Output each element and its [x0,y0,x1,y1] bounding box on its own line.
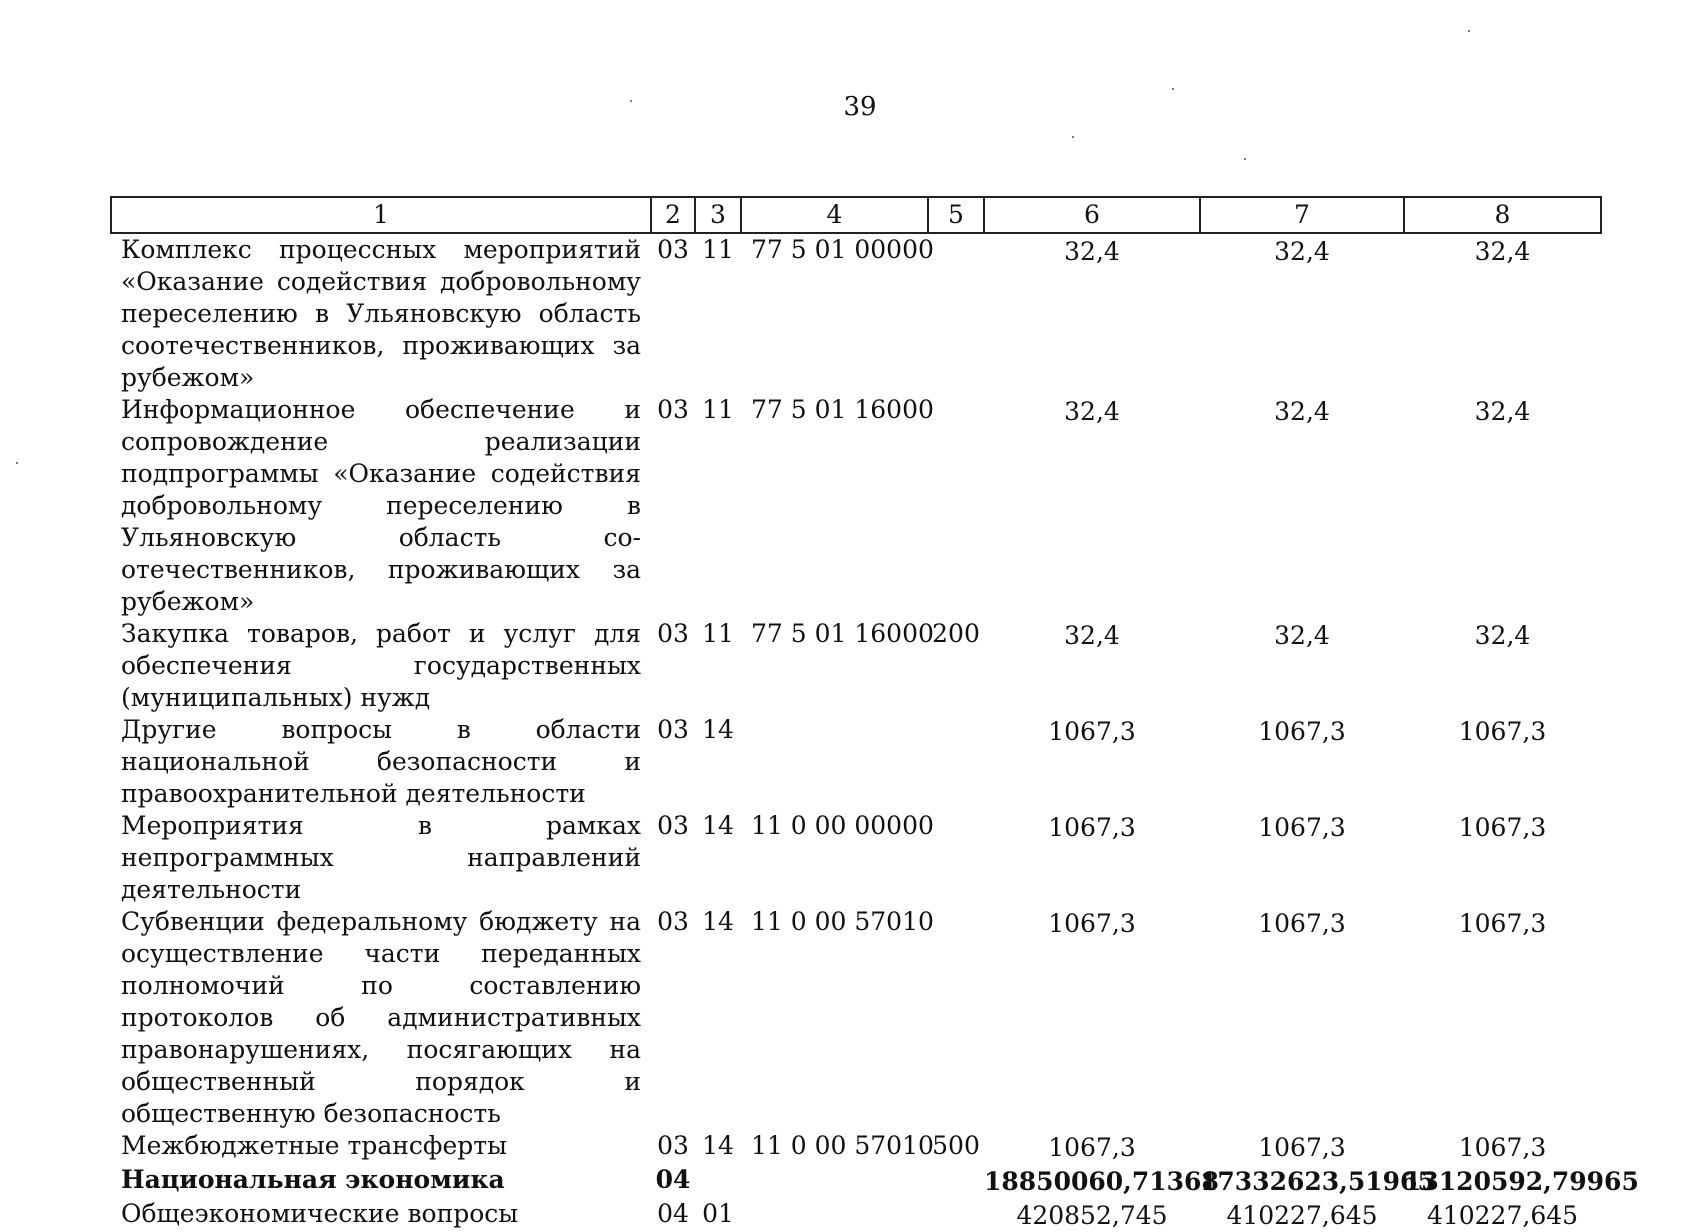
section-code: 03 [657,715,689,744]
column-header: 1 [111,197,651,233]
table-row [111,1198,1601,1232]
section-code: 04 [655,1165,691,1194]
target-article-code: 11 0 00 57010 [751,1131,934,1160]
amount-col-7: 32,4 [1274,621,1330,650]
amount-col-7: 410227,645 [1226,1201,1378,1230]
column-header: 2 [651,197,695,233]
amount-col-7: 1067,3 [1258,1133,1346,1162]
section-code: 03 [657,395,689,424]
expense-type-code: 500 [932,1131,980,1160]
scan-speck [1468,30,1470,32]
section-code: 04 [657,1199,689,1228]
expense-type-code [928,714,984,810]
amount-col-6: 18850060,71368 [984,1167,1219,1196]
expense-type-code: 200 [932,619,980,648]
subsection-code [695,1164,741,1198]
item-name: Закупка товаров, работ и услуг для обеспечения государственных (муниципальных) нужд [121,619,641,712]
item-name: Общеэкономические вопросы [121,1199,519,1228]
expense-type-code [928,1198,984,1232]
amount-col-7: 32,4 [1274,237,1330,266]
item-name: Комплекс процессных мероприятий «Оказание содействия добровольному переселению в Ульяновскую область соотечественников, проживающих за рубежом» [121,235,641,392]
subsection-code: 14 [702,715,734,744]
target-article-code: 11 0 00 00000 [751,811,934,840]
expense-type-code [928,810,984,906]
amount-col-6: 1067,3 [1048,717,1136,746]
amount-col-8: 32,4 [1474,237,1531,266]
scan-speck [16,462,18,464]
amount-col-6: 1067,3 [1048,813,1136,842]
item-name: Мероприятия в рамках непрограммных направлений деятельности [121,811,641,904]
table-row [111,906,1601,1130]
table-row [111,618,1601,714]
page-number: 39 [843,92,877,122]
table-row-section-total [111,1164,1601,1198]
target-article-code: 11 0 00 57010 [751,907,934,936]
target-article-code: 77 5 01 00000 [751,235,934,264]
column-header: 6 [984,197,1200,233]
amount-col-6: 32,4 [1064,621,1120,650]
amount-col-6: 1067,3 [1048,1133,1136,1162]
target-article-code [741,1164,928,1198]
amount-col-6: 420852,745 [1016,1201,1168,1230]
section-code: 03 [657,811,689,840]
amount-col-8: 1067,3 [1458,813,1547,842]
amount-col-7: 1067,3 [1258,909,1346,938]
subsection-code: 14 [702,1131,734,1160]
target-article-code: 77 5 01 16000 [751,619,934,648]
target-article-code: 77 5 01 16000 [751,395,934,424]
amount-col-8: 1067,3 [1458,909,1547,938]
subsection-code: 01 [702,1199,734,1228]
column-header: 4 [741,197,928,233]
expense-type-code [928,394,984,618]
scan-speck [630,100,632,102]
column-header: 7 [1200,197,1404,233]
budget-table [110,196,1639,1232]
amount-col-7: 1067,3 [1258,813,1346,842]
column-header: 5 [928,197,984,233]
subsection-code: 11 [702,619,734,648]
amount-col-8: 1067,3 [1458,717,1547,746]
table-row [111,394,1601,618]
item-name: Межбюджетные трансферты [121,1131,508,1160]
expense-type-code [928,1164,984,1198]
section-code: 03 [657,907,689,936]
amount-col-8: 410227,645 [1426,1201,1579,1230]
amount-col-8: 1067,3 [1458,1133,1547,1162]
subsection-code: 11 [702,395,734,424]
scan-speck [1244,158,1246,160]
amount-col-6: 32,4 [1064,397,1120,426]
target-article-code [741,714,928,810]
scan-speck [1072,136,1074,138]
item-name: Субвенции федеральному бюджету на осуществление части переданных полномочий по составлению протоколов об административных правонарушениях, посягающих на общественный порядок и общественную безопасность [121,907,641,1128]
item-name: Национальная экономика [121,1165,505,1194]
column-header: 8 [1404,197,1601,233]
amount-col-7: 17332623,51965 [1200,1167,1435,1196]
item-name: Другие вопросы в области национальной безопасности и правоохранительной деятельности [121,715,641,808]
table-header-row [111,197,1601,233]
amount-col-8: 13120592,79965 [1404,1167,1639,1196]
target-article-code [741,1198,928,1232]
amount-col-6: 1067,3 [1048,909,1136,938]
scan-speck [1172,88,1174,90]
amount-col-8: 32,4 [1474,397,1531,426]
column-header: 3 [695,197,741,233]
amount-col-7: 32,4 [1274,397,1330,426]
amount-col-6: 32,4 [1064,237,1120,266]
subsection-code: 14 [702,811,734,840]
item-name: Информационное обеспечение и сопровождение реализации подпрограммы «Оказание содействия добровольному переселению в Ульяновскую область соотечественников, проживающих за рубежом» [121,395,641,616]
amount-col-8: 32,4 [1474,621,1531,650]
subsection-code: 14 [702,907,734,936]
section-code: 03 [657,235,689,264]
section-code: 03 [657,619,689,648]
amount-col-7: 1067,3 [1258,717,1346,746]
table-row [111,233,1601,394]
table-row [111,1130,1601,1164]
table-row [111,714,1601,810]
expense-type-code [928,233,984,394]
expense-type-code [928,906,984,1130]
section-code: 03 [657,1131,689,1160]
table-row [111,810,1601,906]
subsection-code: 11 [702,235,734,264]
